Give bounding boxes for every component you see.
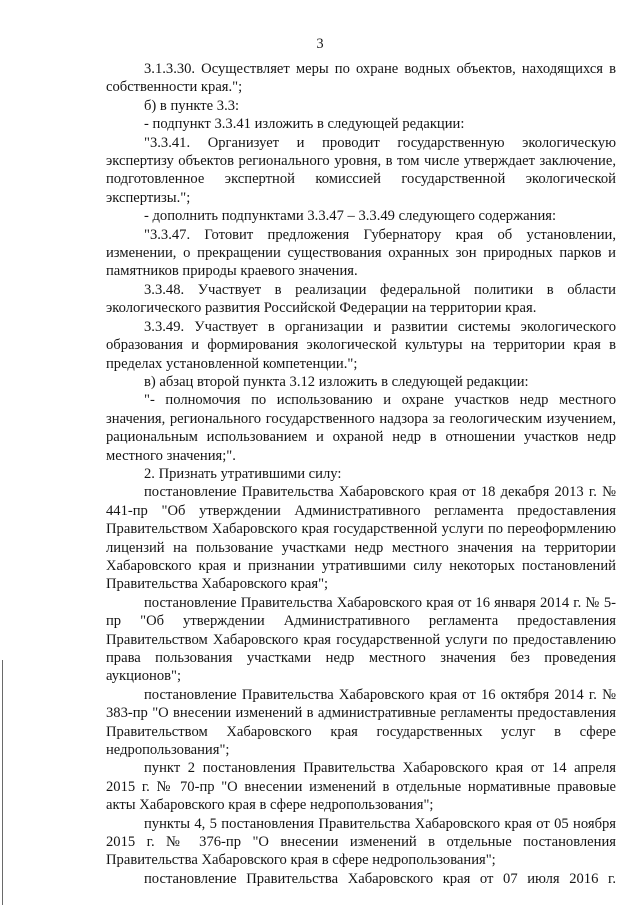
paragraph-3-3-49: 3.3.49. Участвует в организации и развитии системы экологического образования и формирования экологической культуры на территории края в пределах установленной компетенции."; — [106, 318, 616, 372]
scan-edge-line — [2, 660, 3, 905]
paragraph-3-3-41: "3.3.41. Организует и проводит государственную экологическую экспертизу объектов регионального уровня, в том числе утверждает заключение, подготовленное экспертной комиссией государственной экологической экспертизы."; — [106, 134, 616, 206]
paragraph-resolution-441-pr: постановление Правительства Хабаровского края от 18 декабря 2013 г. № 441-пр "Об утверждении Административного регламента предоставления Правительством Хабаровского края государственной услуги по переоформлению лицензий на пользование участками недр местного значения на территории Хабаровского края и признании утратившими силу некоторых постановлений Правительства Хабаровского края"; — [106, 484, 616, 593]
paragraph-resolution-376-pr: пункты 4, 5 постановления Правительства Хабаровского края от 05 ноября 2015 г. № 376-пр "О внесении изменений в отдельные постановления Правительства Хабаровского края в сфере недропользования"; — [106, 815, 616, 869]
page-number: 3 — [316, 36, 324, 52]
paragraph-resolution-70-pr: пункт 2 постановления Правительства Хабаровского края от 14 апреля 2015 г. № 70-пр "О внесении изменений в отдельные нормативные правовые акты Хабаровского края в сфере недропользования"; — [106, 760, 616, 814]
paragraph-3-3-48: 3.3.48. Участвует в реализации федеральной политики в области экологического развития Российской Федерации на территории края. — [106, 281, 616, 317]
paragraph-section-2-heading: 2. Признать утратившими силу: — [144, 465, 342, 482]
paragraph-3-1-3-30: 3.1.3.30. Осуществляет меры по охране водных объектов, находящихся в собственности края."; — [106, 61, 616, 96]
paragraph-v-point-3-12: в) абзац второй пункта 3.12 изложить в следующей редакции: — [144, 373, 529, 390]
paragraph-subpoint-3-3-41-intro: - подпункт 3.3.41 изложить в следующей редакции: — [144, 116, 465, 133]
paragraph-b-point-3-3: б) в пункте 3.3: — [144, 97, 240, 114]
paragraph-subsoil-powers: "- полномочия по использованию и охране участков недр местного значения, регионального государственного надзора за геологическим изучением, рациональным использованием и охраной недр в отношении участков недр местного значения;". — [106, 392, 616, 464]
paragraph-resolution-5-pr: постановление Правительства Хабаровского края от 16 января 2014 г. № 5-пр "Об утверждении Административного регламента предоставления Правительством Хабаровского края государственной услуги по предоставлению права пользования участками недр местного значения без проведения аукционов"; — [106, 594, 616, 685]
paragraph-resolution-383-pr: постановление Правительства Хабаровского края от 16 октября 2014 г. № 383-пр "О внесении изменений в административные регламенты предоставления Правительством Хабаровского края государственных услуг в сфере недропользования"; — [106, 686, 616, 759]
document-body — [106, 60, 616, 888]
paragraph-3-3-47: "3.3.47. Готовит предложения Губернатору края об установлении, изменении, о прекращении существования охранных зон природных парков и памятников природы краевого значения. — [106, 226, 616, 280]
paragraph-add-subpoints-intro: - дополнить подпунктами 3.3.47 – 3.3.49 следующего содержания: — [144, 208, 557, 225]
paragraph-resolution-2016: постановление Правительства Хабаровского края от 07 июля 2016 г. — [144, 870, 616, 887]
